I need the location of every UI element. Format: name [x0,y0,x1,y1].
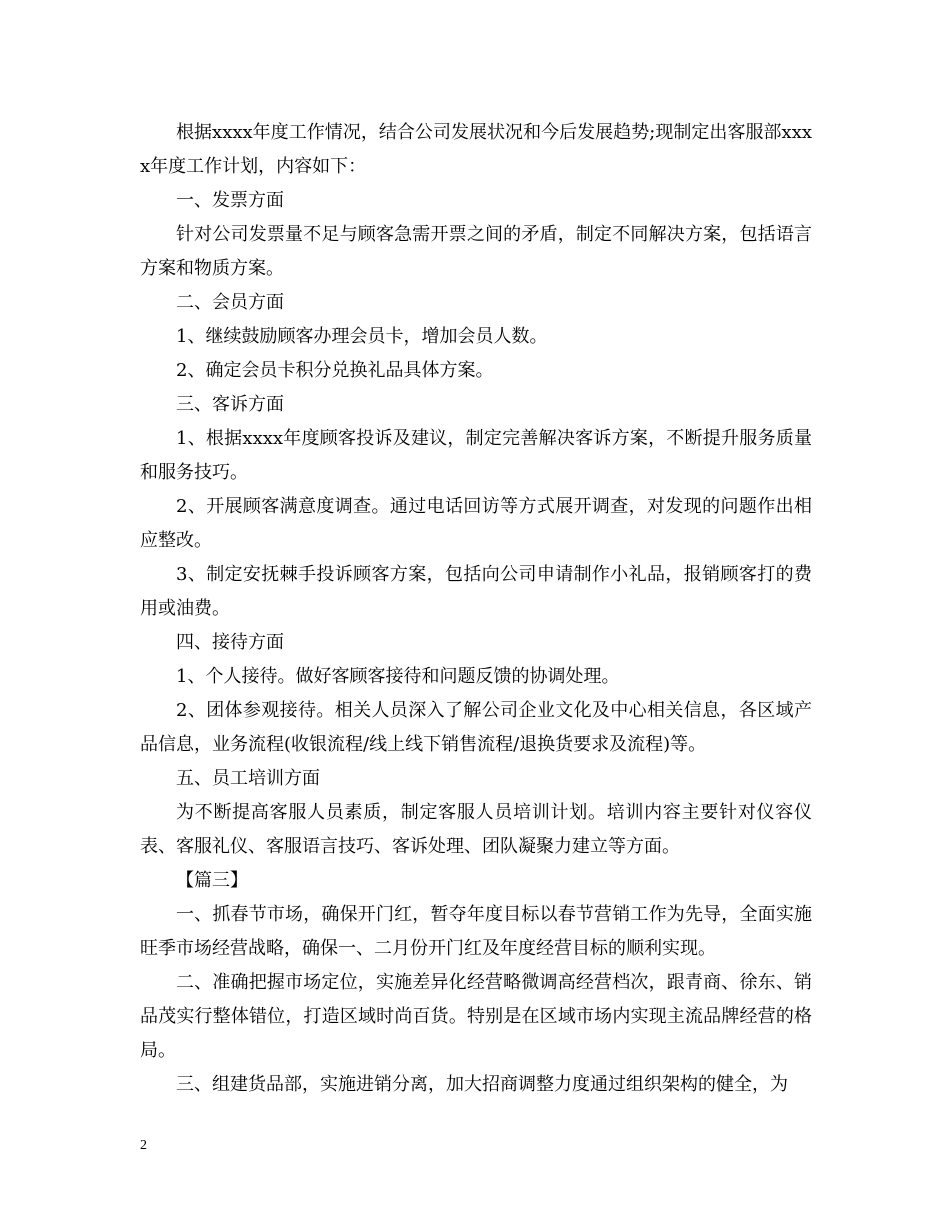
paragraph-training: 为不断提高客服人员素质，制定客服人员培训计划。培训内容主要针对仪容仪表、客服礼仪、客服语言技巧、客诉处理、团队凝聚力建立等方面。 [140,802,812,857]
heading-reception: 四、接待方面 [176,632,284,653]
heading-membership: 二、会员方面 [176,292,284,313]
document-body [140,116,812,1102]
heading-complaints: 三、客诉方面 [176,394,284,415]
paragraph-part-three-2: 二、准确把握市场定位，实施差异化经营略微调高经营档次，跟青商、徐东、销品茂实行整体错位，打造区域时尚百货。特别是在区域市场内实现主流品牌经营的格局。 [140,972,812,1061]
page-number: 2 [140,1138,147,1153]
paragraph-intro: 根据xxxx年度工作情况，结合公司发展状况和今后发展趋势;现制定出客服部xxxx年度工作计划，内容如下： [140,122,812,177]
paragraph-invoice: 针对公司发票量不足与顾客急需开票之间的矛盾，制定不同解决方案，包括语言方案和物质方案。 [140,224,812,279]
paragraph-part-three-1: 一、抓春节市场，确保开门红，暂夺年度目标以春节营销工作为先导，全面实施旺季市场经营战略，确保一、二月份开门红及年度经营目标的顺利实现。 [140,904,812,959]
list-item-complaints-3: 3、制定安抚棘手投诉顾客方案，包括向公司申请制作小礼品，报销顾客打的费用或油费。 [140,564,812,619]
list-item-reception-2: 2、团体参观接待。相关人员深入了解公司企业文化及中心相关信息，各区域产品信息，业务流程(收银流程/线上线下销售流程/退换货要求及流程)等。 [140,700,812,755]
section-heading-part-three: 【篇三】 [176,870,248,891]
list-item-complaints-1: 1、根据xxxx年度顾客投诉及建议，制定完善解决客诉方案，不断提升服务质量和服务技巧。 [140,428,812,483]
list-item-membership-2: 2、确定会员卡积分兑换礼品具体方案。 [176,360,494,381]
list-item-membership-1: 1、继续鼓励顾客办理会员卡，增加会员人数。 [176,326,548,347]
list-item-reception-1: 1、个人接待。做好客顾客接待和问题反馈的协调处理。 [176,666,620,687]
heading-training: 五、员工培训方面 [176,768,320,789]
heading-invoice: 一、发票方面 [176,190,284,211]
paragraph-part-three-3: 三、组建货品部，实施进销分离，加大招商调整力度通过组织架构的健全，为 [176,1074,788,1095]
list-item-complaints-2: 2、开展顾客满意度调查。通过电话回访等方式展开调查，对发现的问题作出相应整改。 [140,496,812,551]
